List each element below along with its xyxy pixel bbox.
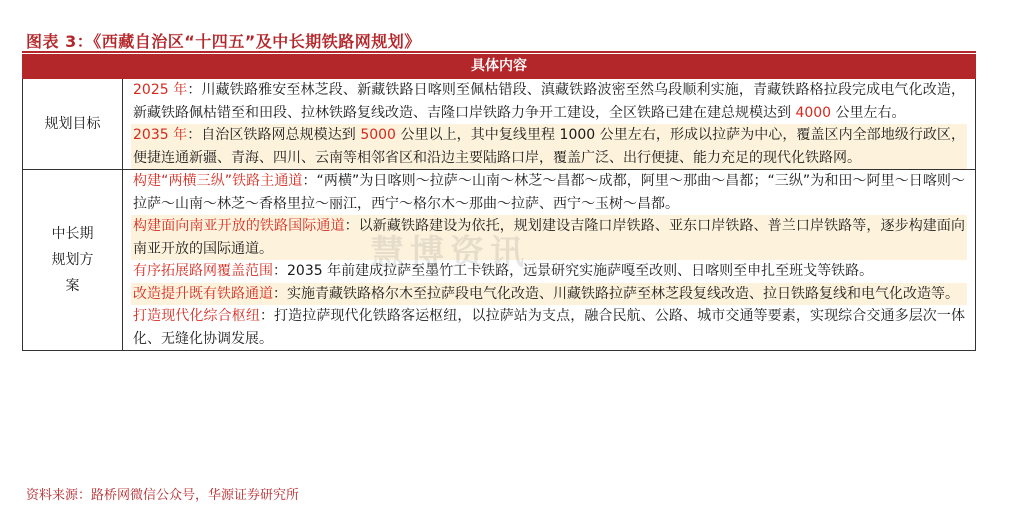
table-section	[22, 79, 976, 170]
highlight-text: 构建面向南亚开放的铁路国际通道	[133, 218, 345, 234]
source-note: 资料来源：路桥网微信公众号，华源证券研究所	[26, 488, 300, 503]
plan-item	[131, 124, 967, 169]
highlight-text: 构建“两横三纵”铁路主通道	[133, 173, 303, 189]
highlight-text: 打造现代化综合枢纽	[133, 308, 260, 324]
body-text: ：2035 年前建成拉萨至墨竹工卡铁路，远景研究实施萨嘎至改则、日喀则至申扎至班戈等铁路。	[273, 263, 874, 279]
highlight-text: 2025 年	[133, 82, 188, 98]
table-body	[22, 79, 976, 351]
plan-item	[131, 215, 967, 260]
plan-item	[131, 170, 967, 215]
highlight-text: 有序拓展路网覆盖范围	[133, 263, 273, 279]
plan-item	[131, 260, 967, 283]
highlight-text: 2035 年	[133, 127, 188, 143]
body-text: ：自治区铁路网总规模达到	[187, 127, 361, 143]
section-content	[123, 79, 975, 169]
highlight-text: 5000	[360, 127, 396, 143]
body-text: ：打造拉萨现代化铁路客运枢纽，以拉萨站为支点，融合民航、公路、城市交通等要素，实现综合交通多层次一体化、无缝化协调发展。	[133, 308, 966, 347]
section-label: 规划目标	[23, 79, 123, 169]
body-text: ：“两横”为日喀则～拉萨～山南～林芝～昌都～成都，阿里～那曲～昌都；“三纵”为和田～阿里～日喀则～拉萨～山南～林芝～香格里拉～丽江，西宁～格尔木～那曲～拉萨、西宁～玉树～昌都。	[133, 173, 965, 212]
table-header: 具体内容	[22, 54, 976, 79]
title-divider	[22, 51, 976, 53]
plan-item	[131, 283, 967, 306]
body-text: ：川藏铁路雅安至林芝段、新藏铁路日喀则至佩枯错段、滇藏铁路波密至然乌段顺利实施，青藏铁路格拉段完成电气化改造，新藏铁路佩枯错至和田段、拉林铁路复线改造、吉隆口岸铁路力争开工建设，全区铁路已建在建总规模达到	[133, 82, 965, 121]
section-content	[123, 170, 975, 350]
figure-title: 图表 3：《西藏自治区“十四五”及中长期铁路网规划》	[26, 32, 421, 51]
body-text: ：以新藏铁路建设为依托，规划建设吉隆口岸铁路、亚东口岸铁路、普兰口岸铁路等，逐步构建面向南亚开放的国际通道。	[133, 218, 966, 257]
body-text: 公里左右。	[831, 104, 906, 121]
section-label: 中长期规划方案	[23, 170, 123, 350]
body-text: 公里以上，其中复线里程 1000 公里左右，形成以拉萨为中心，覆盖区内全部地级行政区，便捷连通新疆、青海、四川、云南等相邻省区和沿边主要陆路口岸，覆盖广泛、出行便捷、能力充足的现代化铁路网。	[133, 127, 965, 166]
highlight-text: 改造提升既有铁路通道	[133, 285, 273, 302]
plan-item	[131, 79, 967, 124]
body-text: ：实施青藏铁路格尔木至拉萨段电气化改造、川藏铁路拉萨至林芝段复线改造、拉日铁路复线和电气化改造等。	[273, 285, 959, 302]
plan-item	[131, 305, 967, 350]
highlight-text: 4000	[795, 104, 832, 121]
table-section	[22, 170, 976, 351]
plan-table	[22, 54, 976, 351]
